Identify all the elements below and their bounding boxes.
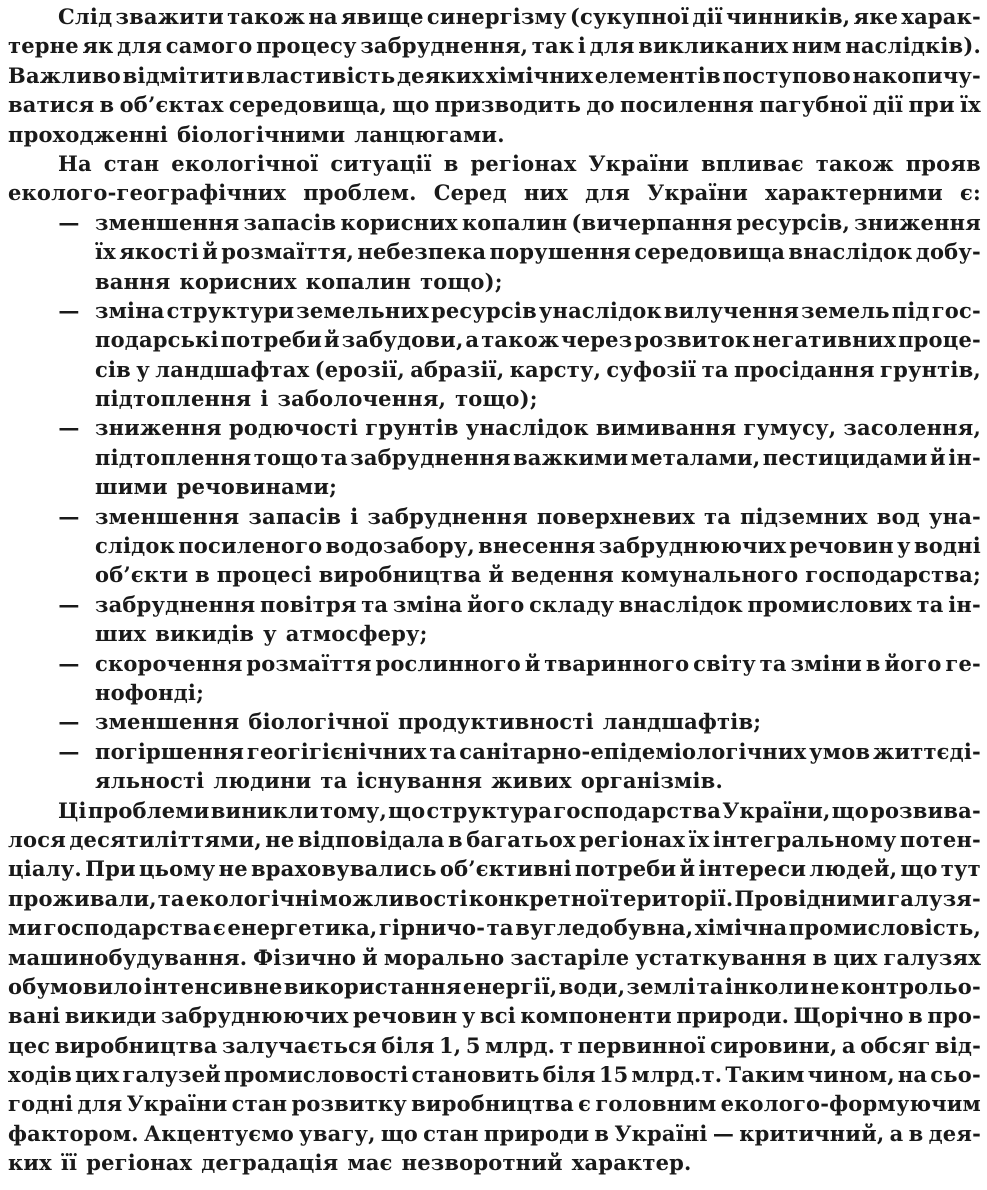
text-line: проживали, та екологічні можливості конкретної території. Провідними галузя- [8,885,981,911]
text-line: ми господарства є енергетика, гірничо- та вугледобувна, хімічна промисловість, [8,915,981,941]
text-line: машинобудування. Фізично й морально застаріле устаткування в цих галузях [8,944,981,970]
text-line: нофонді; [95,679,205,705]
list-item [8,707,981,736]
text-line: — зміна структури земельних ресурсів унаслідок вилучення земель під гос- [8,296,981,325]
text-line: ходів цих галузей промисловості становить біля 15 млрд.т. Таким чином, на сьо- [8,1062,981,1088]
text-line: подарські потреби й забудови, а також через розвиток негативних проце- [95,327,981,353]
text-line: проходженні біологічними ланцюгами. [8,121,505,147]
paragraph [8,149,981,208]
text-line: сів у ландшафтах (ерозії, абразії, карсту, суфозії та просідання грунтів, [95,356,981,382]
text-line: яльності людини та існування живих організмів. [95,768,723,794]
bullet-list [8,208,981,796]
text-line: — зниження родючості грунтів унаслідок вимивання гумусу, засолення, [8,413,981,442]
text-line: вання корисних копалин тощо); [95,268,503,294]
dash-bullet: — [58,709,80,735]
text-line: шими речовинами; [95,474,338,500]
dash-bullet: — [58,297,80,323]
dash-bullet: — [58,650,80,676]
dash-bullet: — [58,415,80,441]
text-line: ких її регіонах деградація має незворотний характер. [8,1150,692,1176]
list-item [8,413,981,501]
list-item [8,296,981,414]
dash-bullet: — [58,591,80,617]
list-item [8,208,981,296]
text-line: терне як для самого процесу забруднення, так і для викликаних ним наслідків). [8,33,981,59]
text-line: На стан екологічної ситуації в регіонах України впливає також прояв [58,150,981,176]
text-line: — забруднення повітря та зміна його складу внаслідок промислових та ін- [8,590,981,619]
text-line: ціалу. При цьому не враховувались об’єктивні потреби й інтереси людей, що тут [8,856,981,882]
text-line: годні для України стан розвитку виробництва є головним еколого-формуючим [8,1091,981,1117]
text-line: Слід зважити також на явище синергізму (сукупної дії чинників, яке харак- [58,4,981,29]
dash-bullet: — [58,738,80,764]
text-line: підтоплення і заболочення, тощо); [95,386,538,412]
paragraph [8,2,981,149]
dash-bullet: — [58,209,80,235]
text-line: — зменшення запасів і забруднення поверхневих та підземних вод уна- [8,502,981,531]
text-line: фактором. Акцентуємо увагу, що стан природи в Україні — критичний, а в дея- [8,1120,981,1146]
text-line: — зменшення біологічної продуктивності ландшафтів; [8,707,981,736]
text-line: цес виробництва залучається біля 1, 5 млрд. т первинної сировини, а обсяг від- [8,1032,981,1058]
text-line: — зменшення запасів корисних копалин (вичерпання ресурсів, зниження [8,208,981,237]
list-item [8,502,981,590]
text-line: вані викиди забруднюючих речовин у всі компоненти природи. Щорічно в про- [8,1003,981,1029]
text-line: лося десятиліттями, не відповідала в багатьох регіонах їх інтегральному потен- [8,826,981,852]
text-line: ших викидів у атмосферу; [95,621,428,647]
paragraph [8,796,981,1178]
text-line: їх якості й розмаїття, небезпека порушення середовища внаслідок добу- [95,239,981,265]
text-line: обумовило інтенсивне використання енергії, води, землі та інколи не контрольо- [8,973,981,999]
text-line: слідок посиленого водозабору, внесення забруднюючих речовин у водні [95,533,981,559]
text-line: Важливо відмітити властивість деяких хімічних елементів поступово накопичу- [8,62,981,88]
text-line: — погіршення геогігієнічних та санітарно-епідеміологічних умов життєді- [8,737,981,766]
text-line: об’єкти в процесі виробництва й ведення комунального господарства; [95,562,981,588]
text-line: — скорочення розмаїття рослинного й тваринного світу та зміни в його ге- [8,649,981,678]
text-line: Ці проблеми виникли тому, що структура господарства України, що розвива- [58,797,981,823]
list-item [8,590,981,649]
list-item [8,649,981,708]
text-line: підтоплення тощо та забруднення важкими металами, пестицидами й ін- [95,444,981,470]
list-item [8,737,981,796]
dash-bullet: — [58,503,80,529]
text-line: еколого-географічних проблем. Серед них для України характерними є: [8,180,981,206]
text-line: ватися в об’єктах середовища, що призводить до посилення пагубної дії при їх [8,92,981,118]
